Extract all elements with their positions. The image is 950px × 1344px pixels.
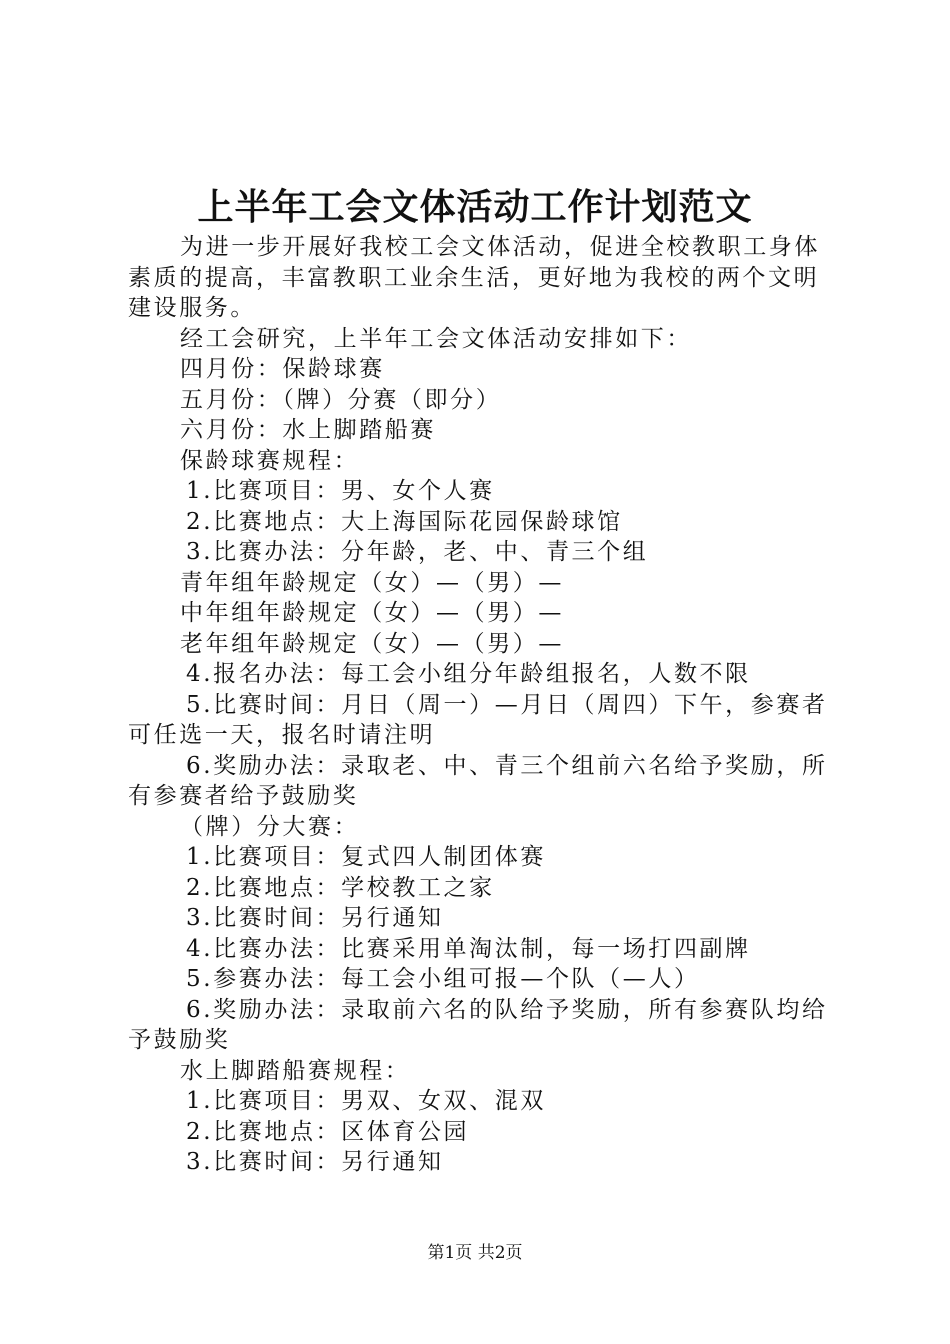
bowling-rule-4: 4.报名办法：每工会小组分年龄组报名，人数不限 <box>186 661 751 687</box>
intro-line-1: 为进一步开展好我校工会文体活动，促进全校教职工身体 <box>180 234 820 260</box>
card-rules-heading: （牌）分大赛： <box>180 813 360 840</box>
card-rule-3: 3.比赛时间：另行通知 <box>186 905 444 931</box>
bowling-rule-2: 2.比赛地点：大上海国际花园保龄球馆 <box>186 508 623 535</box>
card-rule-2: 2.比赛地点：学校教工之家 <box>186 874 495 901</box>
schedule-intro: 经工会研究，上半年工会文体活动安排如下： <box>180 325 692 352</box>
intro-line-2: 素质的提高，丰富教职工业余生活，更好地为我校的两个文明 <box>128 264 820 291</box>
bowling-rule-6: 6.奖励办法：录取老、中、青三个组前六名给予奖励，所 <box>186 752 828 779</box>
bowling-rule-5: 5.比赛时间：月日（周一）—月日（周四）下午，参赛者 <box>186 691 828 718</box>
schedule-june: 六月份：水上脚踏船赛 <box>180 417 436 443</box>
card-rule-1: 1.比赛项目：复式四人制团体赛 <box>186 844 546 870</box>
card-rule-6-cont: 予鼓励奖 <box>128 1027 231 1053</box>
page-footer: 第1页 共2页 <box>427 1243 523 1263</box>
bowling-rule-6-cont: 有参赛者给予鼓励奖 <box>128 783 359 809</box>
card-rule-4: 4.比赛办法：比赛采用单淘汰制，每一场打四副牌 <box>186 935 751 962</box>
card-rule-6: 6.奖励办法：录取前六名的队给予奖励，所有参赛队均给 <box>186 996 828 1023</box>
bowling-group-middle: 中年组年龄规定（女）—（男）— <box>180 600 564 626</box>
document-body <box>128 232 838 1178</box>
bowling-group-youth: 青年组年龄规定（女）—（男）— <box>180 569 564 596</box>
bowling-rule-5-cont: 可任选一天，报名时请注明 <box>128 722 436 748</box>
bowling-rule-1: 1.比赛项目：男、女个人赛 <box>186 478 495 504</box>
boat-rule-3: 3.比赛时间：另行通知 <box>186 1149 444 1175</box>
schedule-may: 五月份：（牌）分赛（即分） <box>180 386 502 413</box>
boat-rules-heading: 水上脚踏船赛规程： <box>180 1057 411 1084</box>
bowling-group-senior: 老年组年龄规定（女）—（男）— <box>180 630 564 657</box>
card-rule-5: 5.参赛办法：每工会小组可报—个队（—人） <box>186 966 700 992</box>
bowling-rules-heading: 保龄球赛规程： <box>180 447 360 474</box>
bowling-rule-3: 3.比赛办法：分年龄，老、中、青三个组 <box>186 539 649 565</box>
boat-rule-1: 1.比赛项目：男双、女双、混双 <box>186 1088 546 1114</box>
schedule-april: 四月份：保龄球赛 <box>180 356 385 382</box>
boat-rule-2: 2.比赛地点：区体育公园 <box>186 1118 470 1145</box>
document-title: 上半年工会文体活动工作计划范文 <box>197 186 753 228</box>
intro-line-3: 建设服务。 <box>128 295 256 321</box>
